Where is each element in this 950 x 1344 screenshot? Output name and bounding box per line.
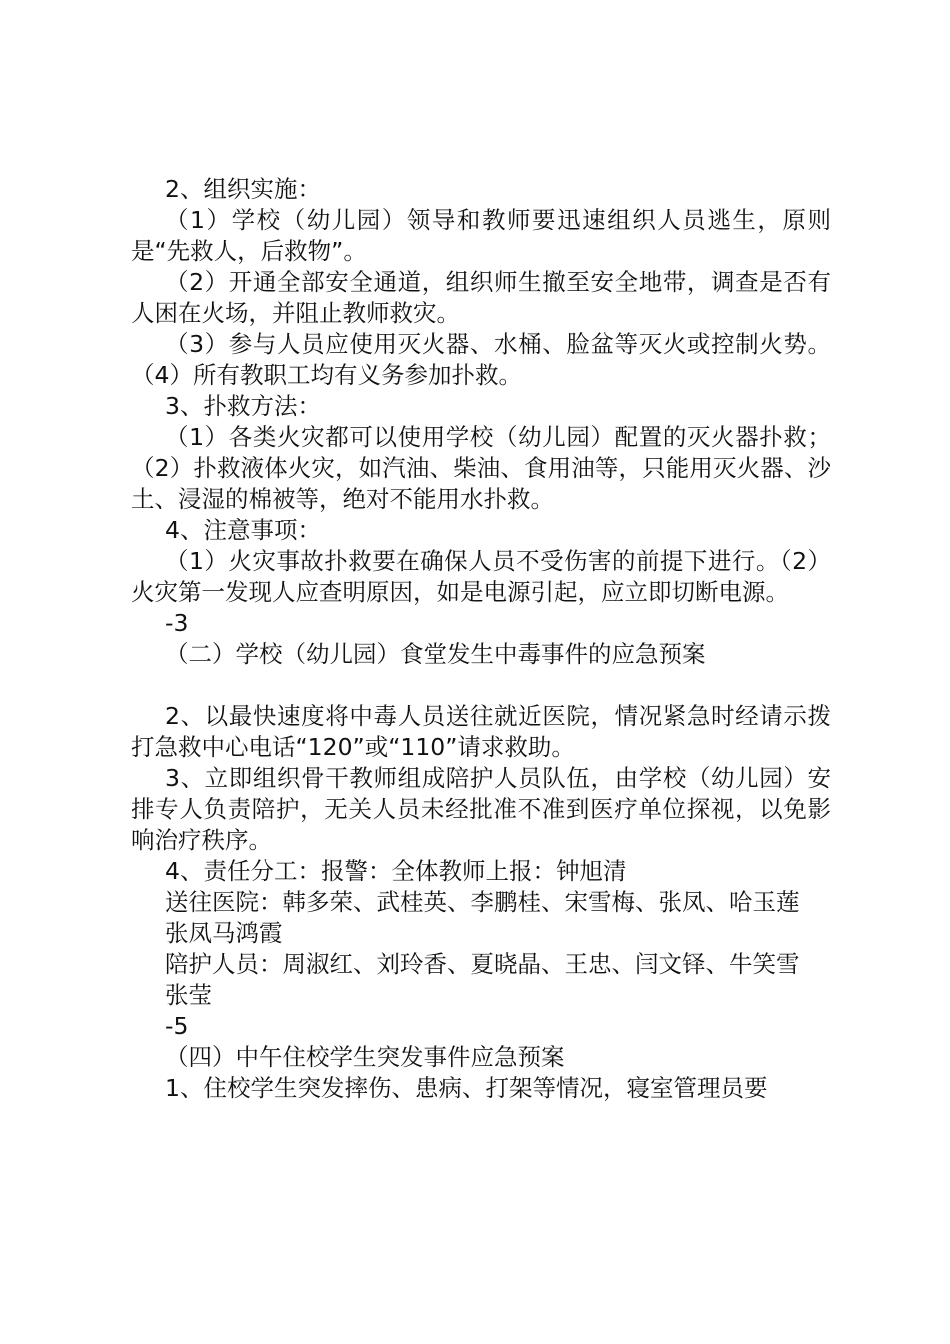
page-marker-5: -5 [165,1012,189,1040]
paragraph-methods: （1）各类火灾都可以使用学校（幼儿园）配置的灭火器扑救；（2）扑救液体火灾，如汽油、柴油、食用油等，只能用灭火器、沙土、浸湿的棉被等，绝对不能用水扑救。 [131,423,831,513]
section-title-canteen: （二）学校（幼儿园）食堂发生中毒事件的应急预案 [165,640,706,668]
page-marker-3: -3 [165,609,189,637]
paragraph-organize-3: （3）参与人员应使用灭火器、水桶、脸盆等灭火或控制火势。（4）所有教职工均有义务参加扑救。 [131,330,831,389]
blank-line [131,670,831,701]
paragraph-hospital-staff: 送往医院：韩多荣、武桂英、李鹏桂、宋雪梅、张凤、哈玉莲 [165,888,800,916]
paragraph-escort-staff: 陪护人员：周淑红、刘玲香、夏晓晶、王忠、闫文铎、牛笑雪 [165,950,800,978]
section-heading-methods: 3、扑救方法： [165,392,321,420]
paragraph-canteen-3: 3、立即组织骨干教师组成陪护人员队伍，由学校（幼儿园）安排专人负责陪护，无关人员未经批准不准到医疗单位探视，以免影响治疗秩序。 [131,764,831,854]
section-heading-notes: 4、注意事项： [165,516,321,544]
paragraph-organize-1: （1）学校（幼儿园）领导和教师要迅速组织人员逃生，原则是“先救人，后救物”。 [131,206,831,265]
paragraph-escort-staff-2: 张莹 [165,981,212,1009]
document-body [131,174,831,1104]
paragraph-boarding-1: 1、住校学生突发摔伤、患病、打架等情况，寝室管理员要 [165,1074,768,1102]
paragraph-hospital-staff-2: 张凤马鸿霞 [165,919,283,947]
section-title-boarding: （四）中午住校学生突发事件应急预案 [165,1043,565,1071]
paragraph-canteen-2: 2、以最快速度将中毒人员送往就近医院，情况紧急时经请示拨打急救中心电话“120”或“110”请求救助。 [131,702,831,761]
paragraph-canteen-4: 4、责任分工：报警：全体教师上报：钟旭清 [165,857,627,885]
paragraph-organize-2: （2）开通全部安全通道，组织师生撤至安全地带，调查是否有人困在火场，并阻止教师救灾。 [131,268,831,327]
paragraph-notes: （1）火灾事故扑救要在确保人员不受伤害的前提下进行。（2）火灾第一发现人应查明原因，如是电源引起，应立即切断电源。 [131,547,831,606]
section-heading-organize: 2、组织实施： [165,175,321,203]
